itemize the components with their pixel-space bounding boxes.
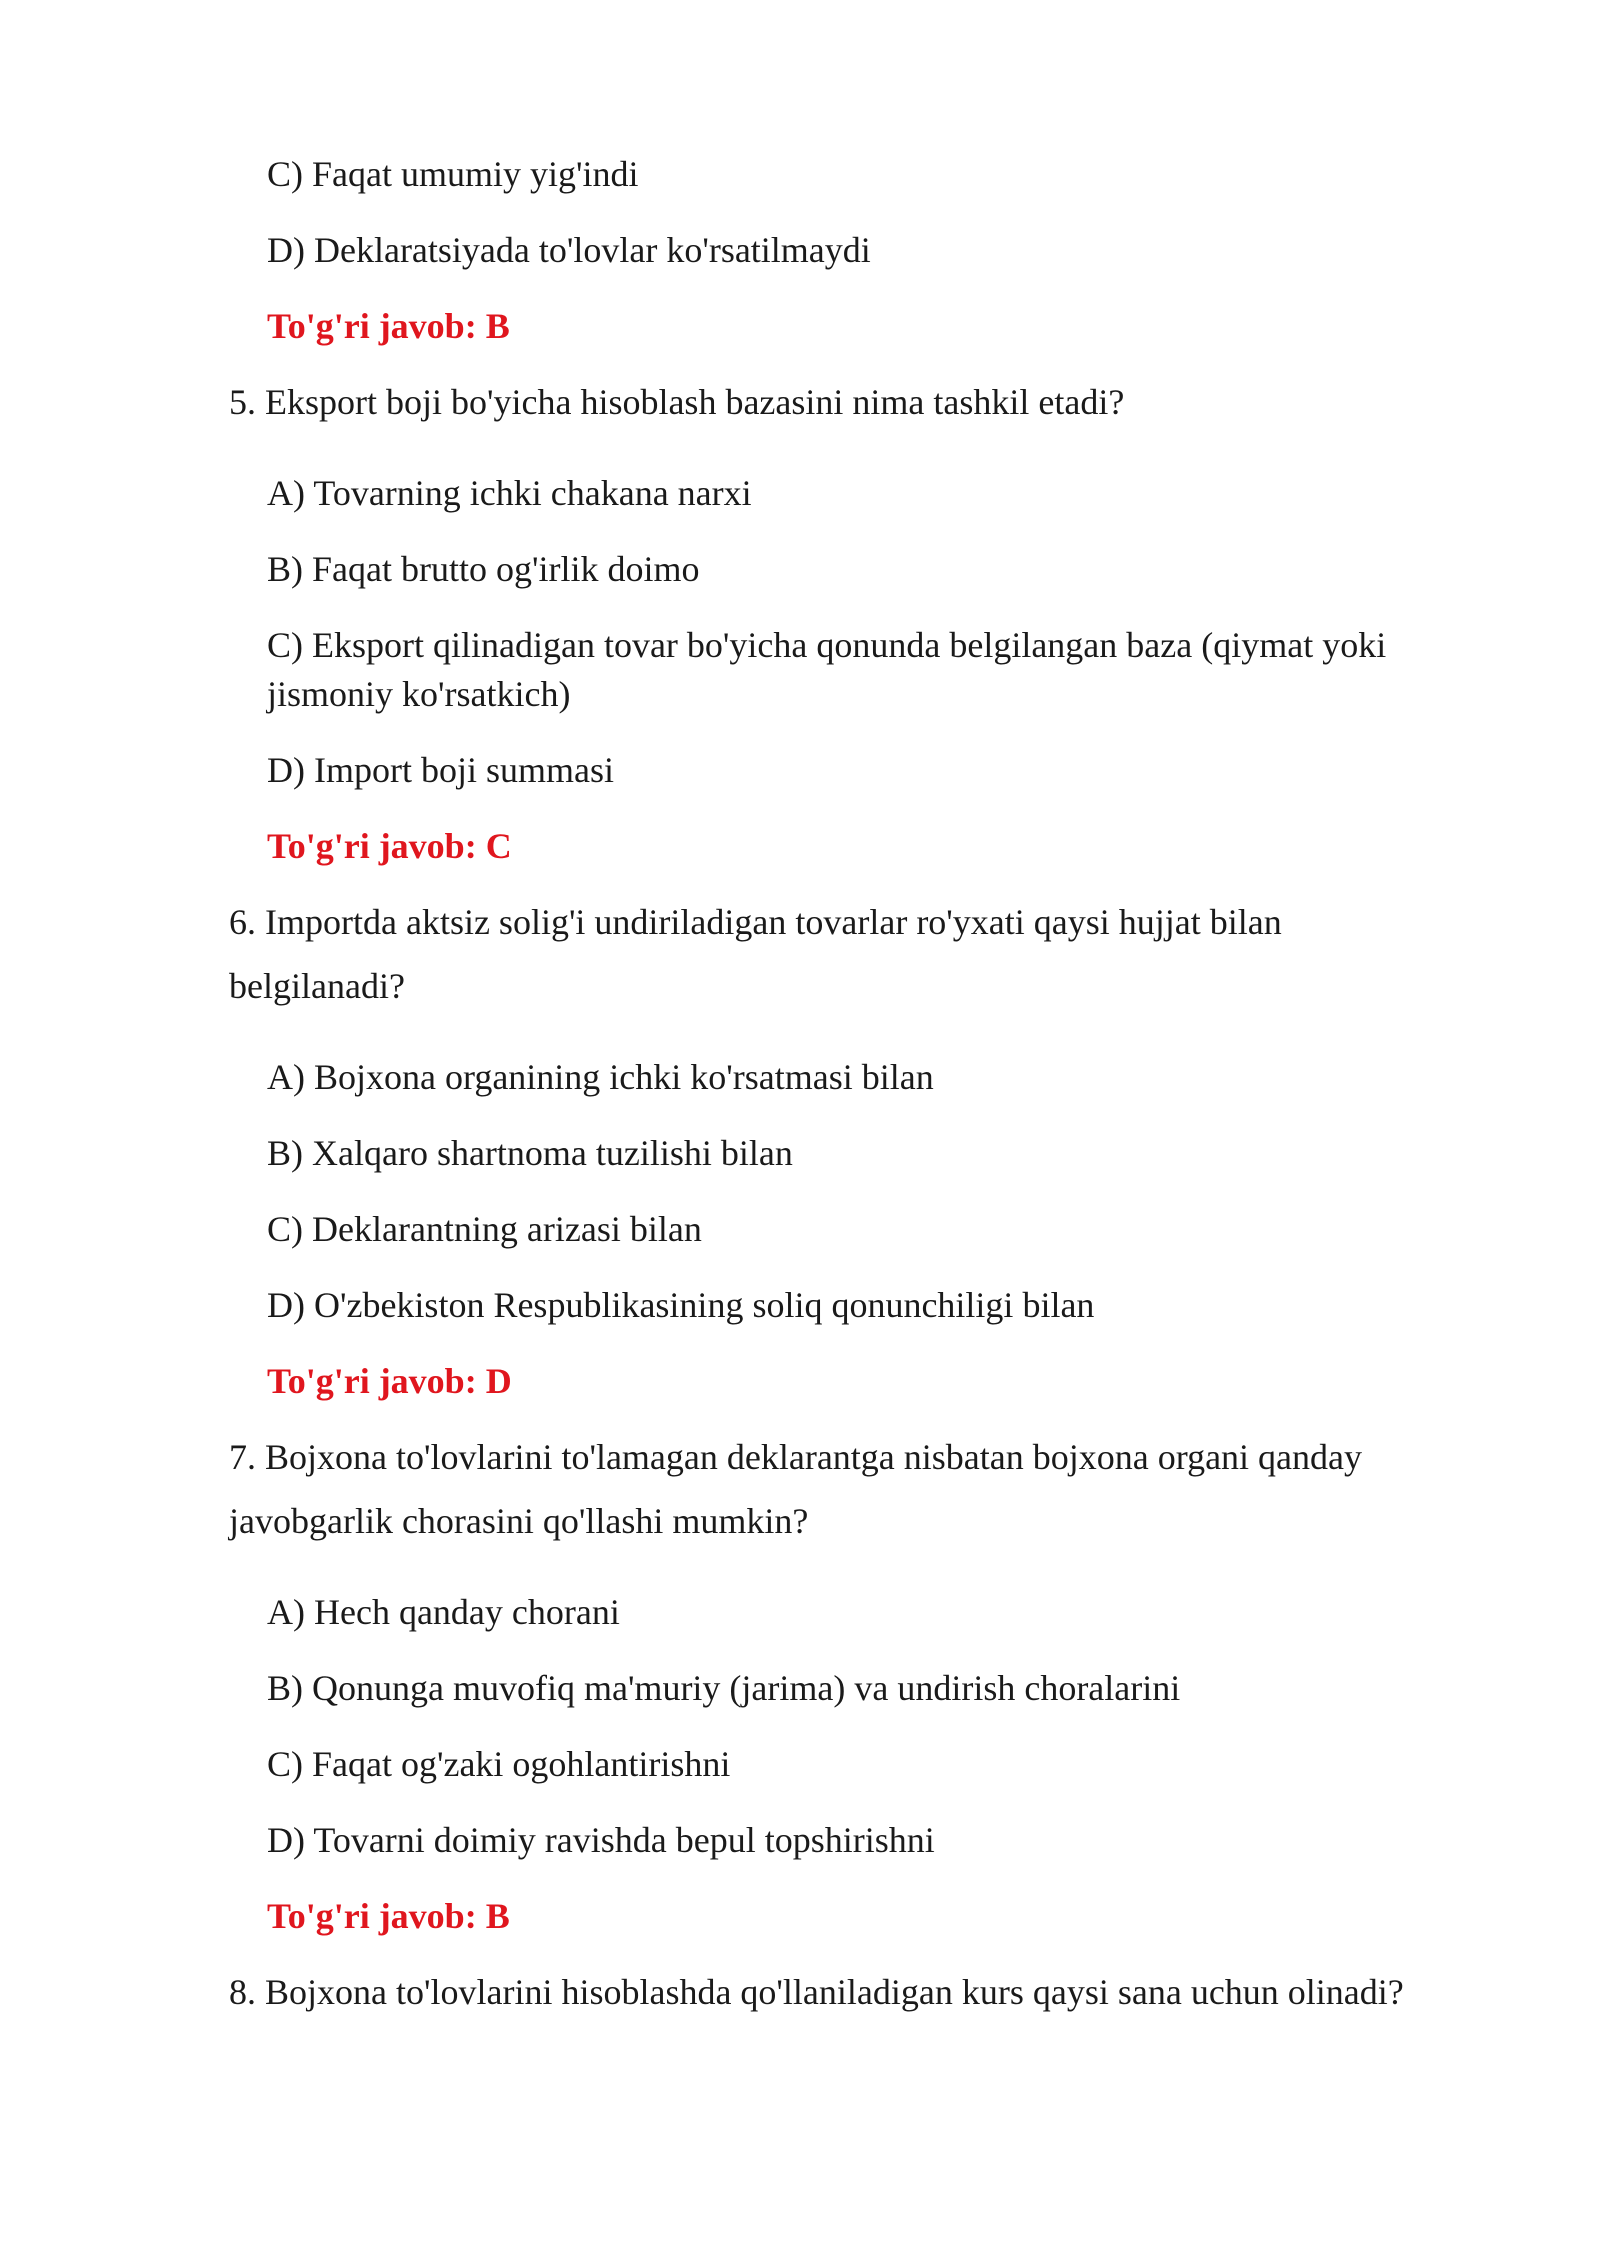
option-c-continuation: jismoniy ko'rsatkich) xyxy=(267,674,571,714)
question-6-continuation: belgilanadi? xyxy=(229,966,405,1006)
correct-answer: To'g'ri javob: B xyxy=(267,306,510,346)
option-a: A) Tovarning ichki chakana narxi xyxy=(267,473,752,513)
question-6: 6. Importda aktsiz solig'i undiriladigan tovarlar ro'yxati qaysi hujjat bilan xyxy=(229,902,1282,942)
option-c: C) Faqat og'zaki ogohlantirishni xyxy=(267,1744,731,1784)
question-7-continuation: javobgarlik chorasini qo'llashi mumkin? xyxy=(229,1501,809,1541)
option-b: B) Xalqaro shartnoma tuzilishi bilan xyxy=(267,1133,793,1173)
option-d: D) Import boji summasi xyxy=(267,750,614,790)
option-d: D) O'zbekiston Respublikasining soliq qonunchiligi bilan xyxy=(267,1285,1095,1325)
option-d: D) Deklaratsiyada to'lovlar ko'rsatilmaydi xyxy=(267,230,871,270)
option-c: C) Faqat umumiy yig'indi xyxy=(267,154,639,194)
question-8: 8. Bojxona to'lovlarini hisoblashda qo'llaniladigan kurs qaysi sana uchun olinadi? xyxy=(229,1972,1404,2012)
correct-answer: To'g'ri javob: B xyxy=(267,1896,510,1936)
correct-answer: To'g'ri javob: D xyxy=(267,1361,512,1401)
option-b: B) Faqat brutto og'irlik doimo xyxy=(267,549,700,589)
option-a: A) Hech qanday chorani xyxy=(267,1592,620,1632)
question-7: 7. Bojxona to'lovlarini to'lamagan deklarantga nisbatan bojxona organi qanday xyxy=(229,1437,1363,1477)
option-d: D) Tovarni doimiy ravishda bepul topshirishni xyxy=(267,1820,935,1860)
question-5: 5. Eksport boji bo'yicha hisoblash bazasini nima tashkil etadi? xyxy=(229,382,1125,422)
option-c: C) Deklarantning arizasi bilan xyxy=(267,1209,702,1249)
option-c: C) Eksport qilinadigan tovar bo'yicha qonunda belgilangan baza (qiymat yoki xyxy=(267,625,1387,665)
option-a: A) Bojxona organining ichki ko'rsatmasi bilan xyxy=(267,1057,934,1097)
option-b: B) Qonunga muvofiq ma'muriy (jarima) va undirish choralarini xyxy=(267,1668,1181,1708)
correct-answer: To'g'ri javob: C xyxy=(267,826,512,866)
